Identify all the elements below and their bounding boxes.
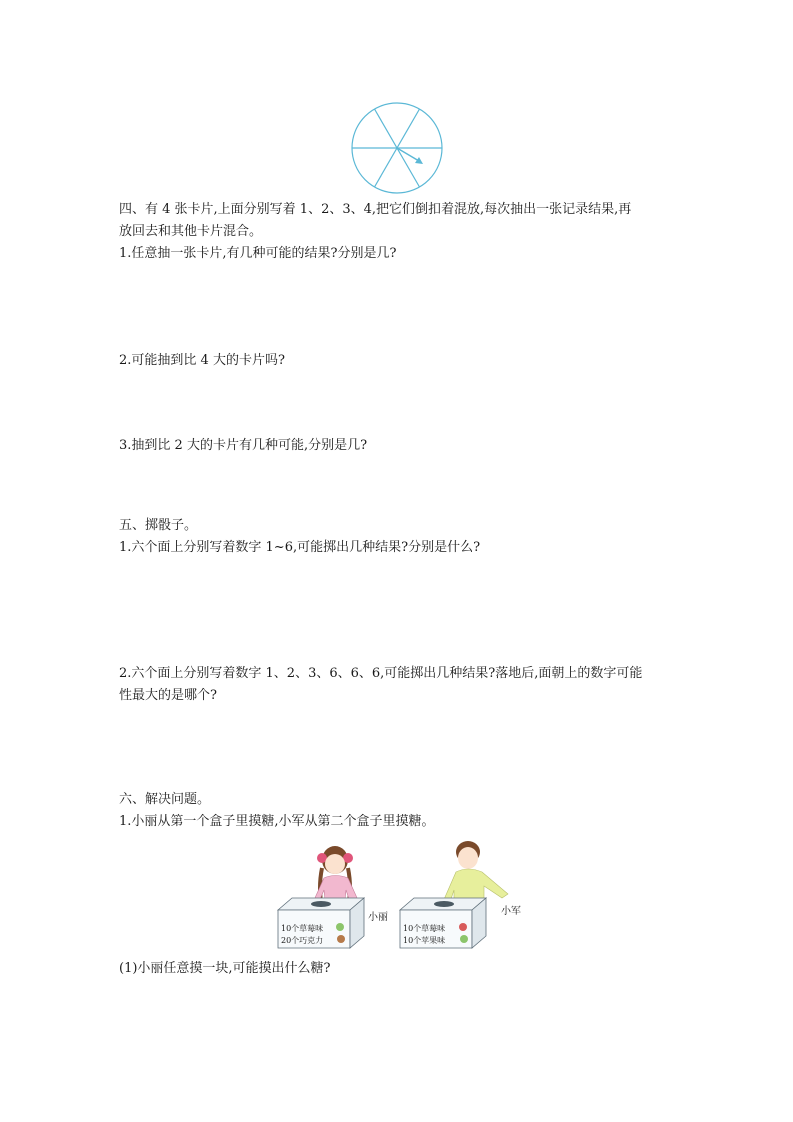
box2-label-line2: 10个苹果味 bbox=[403, 936, 446, 945]
section5-question-2: 2.六个面上分别写着数字 1、2、3、6、6、6,可能掷出几种结果?落地后,面朝上的数字可能 bbox=[119, 666, 643, 681]
boy-name-label: 小军 bbox=[501, 906, 521, 917]
section6-subquestion-1: (1)小丽任意摸一块,可能摸出什么糖? bbox=[119, 961, 331, 976]
girl-name-label: 小丽 bbox=[368, 912, 388, 923]
section4-question-3: 3.抽到比 2 大的卡片有几种可能,分别是几? bbox=[119, 438, 368, 453]
candy-box-illustration bbox=[272, 838, 534, 952]
section5-question-2-cont: 性最大的是哪个? bbox=[119, 688, 217, 703]
box1-label-line1: 10个草莓味 bbox=[281, 924, 324, 933]
section5-title: 五、掷骰子。 bbox=[119, 518, 198, 533]
section6-question-1: 1.小丽从第一个盒子里摸糖,小军从第二个盒子里摸糖。 bbox=[119, 814, 435, 829]
box1-label-line2: 20个巧克力 bbox=[281, 936, 324, 945]
section4-question-2: 2.可能抽到比 4 大的卡片吗? bbox=[119, 353, 285, 368]
spinner-figure bbox=[349, 101, 445, 195]
section4-question-1: 1.任意抽一张卡片,有几种可能的结果?分别是几? bbox=[119, 246, 397, 261]
section4-title: 四、有 4 张卡片,上面分别写着 1、2、3、4,把它们倒扣着混放,每次抽出一张记录结果,再 bbox=[119, 202, 632, 217]
section5-question-1: 1.六个面上分别写着数字 1~6,可能掷出几种结果?分别是什么? bbox=[119, 540, 481, 555]
box2-label-line1: 10个草莓味 bbox=[403, 924, 446, 933]
section6-title: 六、解决问题。 bbox=[119, 792, 211, 807]
section4-title-cont: 放回去和其他卡片混合。 bbox=[119, 224, 263, 239]
